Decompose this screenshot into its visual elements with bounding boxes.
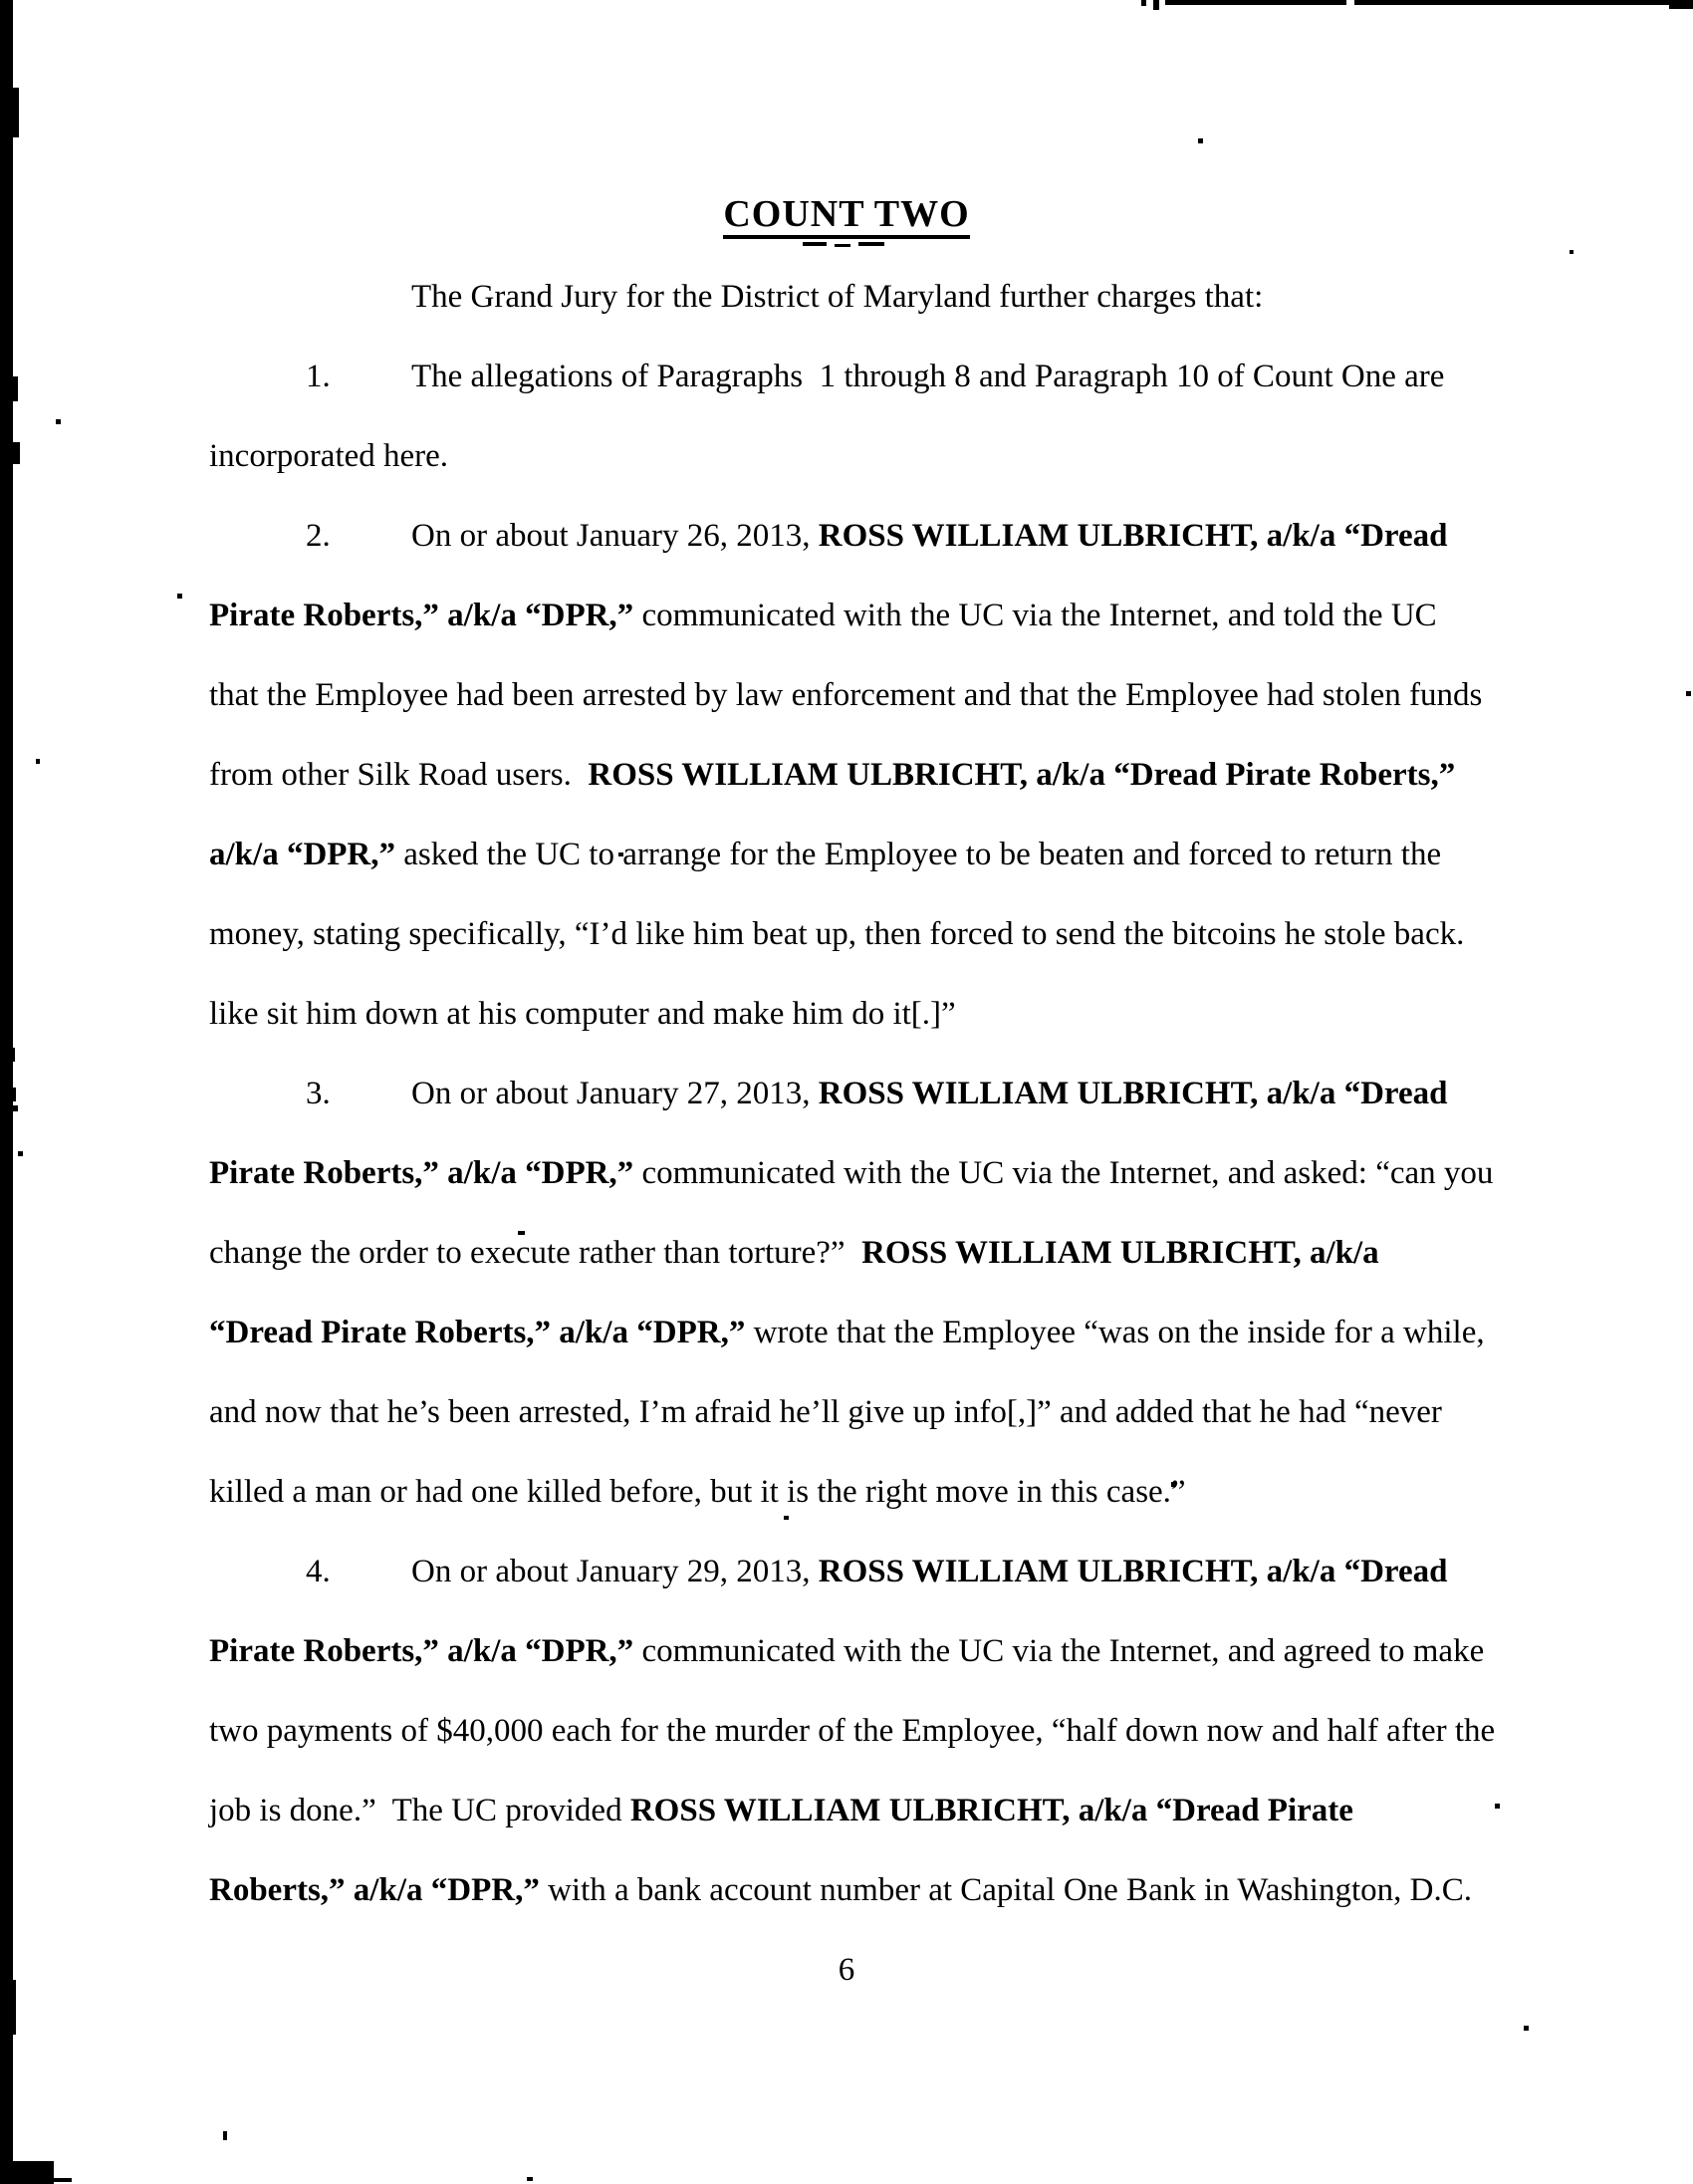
body-text-segment: On or about January 29, 2013, [411,1554,819,1589]
document-line [209,1771,1504,1850]
scan-noise-dot [527,2177,533,2181]
scan-edge-gap [1346,0,1354,6]
scan-edge-top-bar-end [1669,0,1693,9]
defendant-name-text: a/k/a “DPR,” [209,837,396,872]
scan-edge-bump [0,88,19,137]
scan-underline-fragment [858,242,884,246]
defendant-name-text: ROSS WILLIAM ULBRICHT, a/k/a “Dread [818,518,1448,554]
document-line [209,1133,1504,1213]
scan-edge-mark [13,1105,18,1111]
body-text-segment: two payments of $40,000 each for the murder of the Employee, “half down now and half after the [209,1713,1496,1749]
document-line [209,416,1504,496]
scan-noise-dot [1686,691,1691,696]
paragraph-number: 1. [306,359,331,394]
document-line [209,1611,1504,1691]
page-number: 6 [838,1952,855,1988]
body-text-segment: wrote that the Employee “was on the inside for a while, [745,1315,1485,1350]
scan-noise-dot [1198,138,1203,143]
defendant-name-text: Pirate Roberts,” a/k/a “DPR,” [209,1633,634,1669]
body-text-segment: killed a man or had one killed before, but it is the right move in this case.” [209,1474,1186,1510]
body-text-segment: communicated with the UC via the Internet, and asked: “can you [633,1155,1494,1191]
body-text-segment: communicated with the UC via the Internet, and agreed to make [633,1633,1485,1669]
scan-noise-dot [18,1151,23,1156]
document-line [209,655,1504,735]
body-text-segment: communicated with the UC via the Internet, and told the UC [633,598,1437,633]
count-heading [0,195,1693,239]
body-text-segment: On or about January 27, 2013, [411,1076,819,1111]
scan-noise-dot [56,419,61,424]
body-text-segment: asked the UC to arrange for the Employee to be beaten and forced to return the [395,837,1442,872]
document-line [209,1293,1504,1372]
document-line [209,1054,1504,1133]
document-body [209,257,1504,1930]
document-line [209,735,1504,815]
paragraph-number: 4. [306,1554,331,1589]
body-text-segment: money, stating specifically, “I’d like him beat up, then forced to send the bitcoins he stole back. [209,916,1465,952]
document-line [209,1372,1504,1452]
paragraph-number: 3. [306,1076,331,1111]
paragraph-number: 2. [306,518,331,554]
scan-edge-tick [1141,0,1146,6]
body-text-segment: like sit him down at his computer and make him do it[.]” [209,996,956,1032]
defendant-name-text: Pirate Roberts,” a/k/a “DPR,” [209,598,634,633]
scan-edge-bump [0,442,20,464]
defendant-name-text: ROSS WILLIAM ULBRICHT, a/k/a “Dread Pirate Roberts,” [588,757,1456,793]
document-line [209,257,1504,337]
body-text-segment: from other Silk Road users. [209,757,589,793]
defendant-name-text: ROSS WILLIAM ULBRICHT, a/k/a “Dread Pirate [629,1793,1353,1828]
defendant-name-text: ROSS WILLIAM ULBRICHT, a/k/a “Dread [818,1554,1448,1589]
scan-noise-dot [36,759,40,764]
document-line [209,815,1504,894]
document-line [209,337,1504,416]
defendant-name-text: ROSS WILLIAM ULBRICHT, a/k/a [861,1235,1379,1271]
document-line [209,496,1504,576]
scan-corner-mark [0,2161,54,2184]
document-line [209,1532,1504,1611]
body-text-segment: change the order to execute rather than torture?” [209,1235,862,1271]
defendant-name-text: Pirate Roberts,” a/k/a “DPR,” [209,1155,634,1191]
defendant-name-text: ROSS WILLIAM ULBRICHT, a/k/a “Dread [818,1076,1448,1111]
scan-edge-tick [1153,0,1159,10]
scan-corner-mark [54,2178,72,2182]
count-heading-text: COUNT TWO [723,195,969,239]
scan-noise-mark [223,2131,227,2140]
document-line [209,576,1504,655]
body-text-segment: incorporated here. [209,438,449,474]
body-text-segment: and now that he’s been arrested, I’m afraid he’ll give up info[,]” and added that he had “never [209,1394,1442,1430]
defendant-name-text: “Dread Pirate Roberts,” a/k/a “DPR,” [209,1315,746,1350]
document-line [209,1691,1504,1771]
body-text-segment: The allegations of Paragraphs 1 through 8 and Paragraph 10 of Count One are [411,359,1445,394]
scan-edge-mark [10,1088,16,1101]
document-line [209,1452,1504,1532]
scan-edge-top-bar [1165,0,1693,5]
scan-noise-dot [1524,2026,1529,2031]
body-text-segment: with a bank account number at Capital One Bank in Washington, D.C. [539,1872,1472,1908]
defendant-name-text: Roberts,” a/k/a “DPR,” [209,1872,540,1908]
body-text-segment: The Grand Jury for the District of Maryland further charges that: [411,279,1264,315]
document-line [209,894,1504,974]
document-line [209,1850,1504,1930]
scan-edge-bump [0,376,18,401]
scan-underline-fragment [835,244,850,247]
scan-noise-dot [1570,250,1573,254]
scan-underline-fragment [803,242,827,246]
body-text-segment: On or about January 26, 2013, [411,518,819,554]
body-text-segment: that the Employee had been arrested by law enforcement and that the Employee had stolen funds [209,677,1483,713]
scan-edge-mark [10,1048,15,1062]
body-text-segment: job is done.” The UC provided [209,1793,630,1828]
scan-noise-dot [177,594,182,599]
document-line [209,974,1504,1054]
document-line [209,1213,1504,1293]
